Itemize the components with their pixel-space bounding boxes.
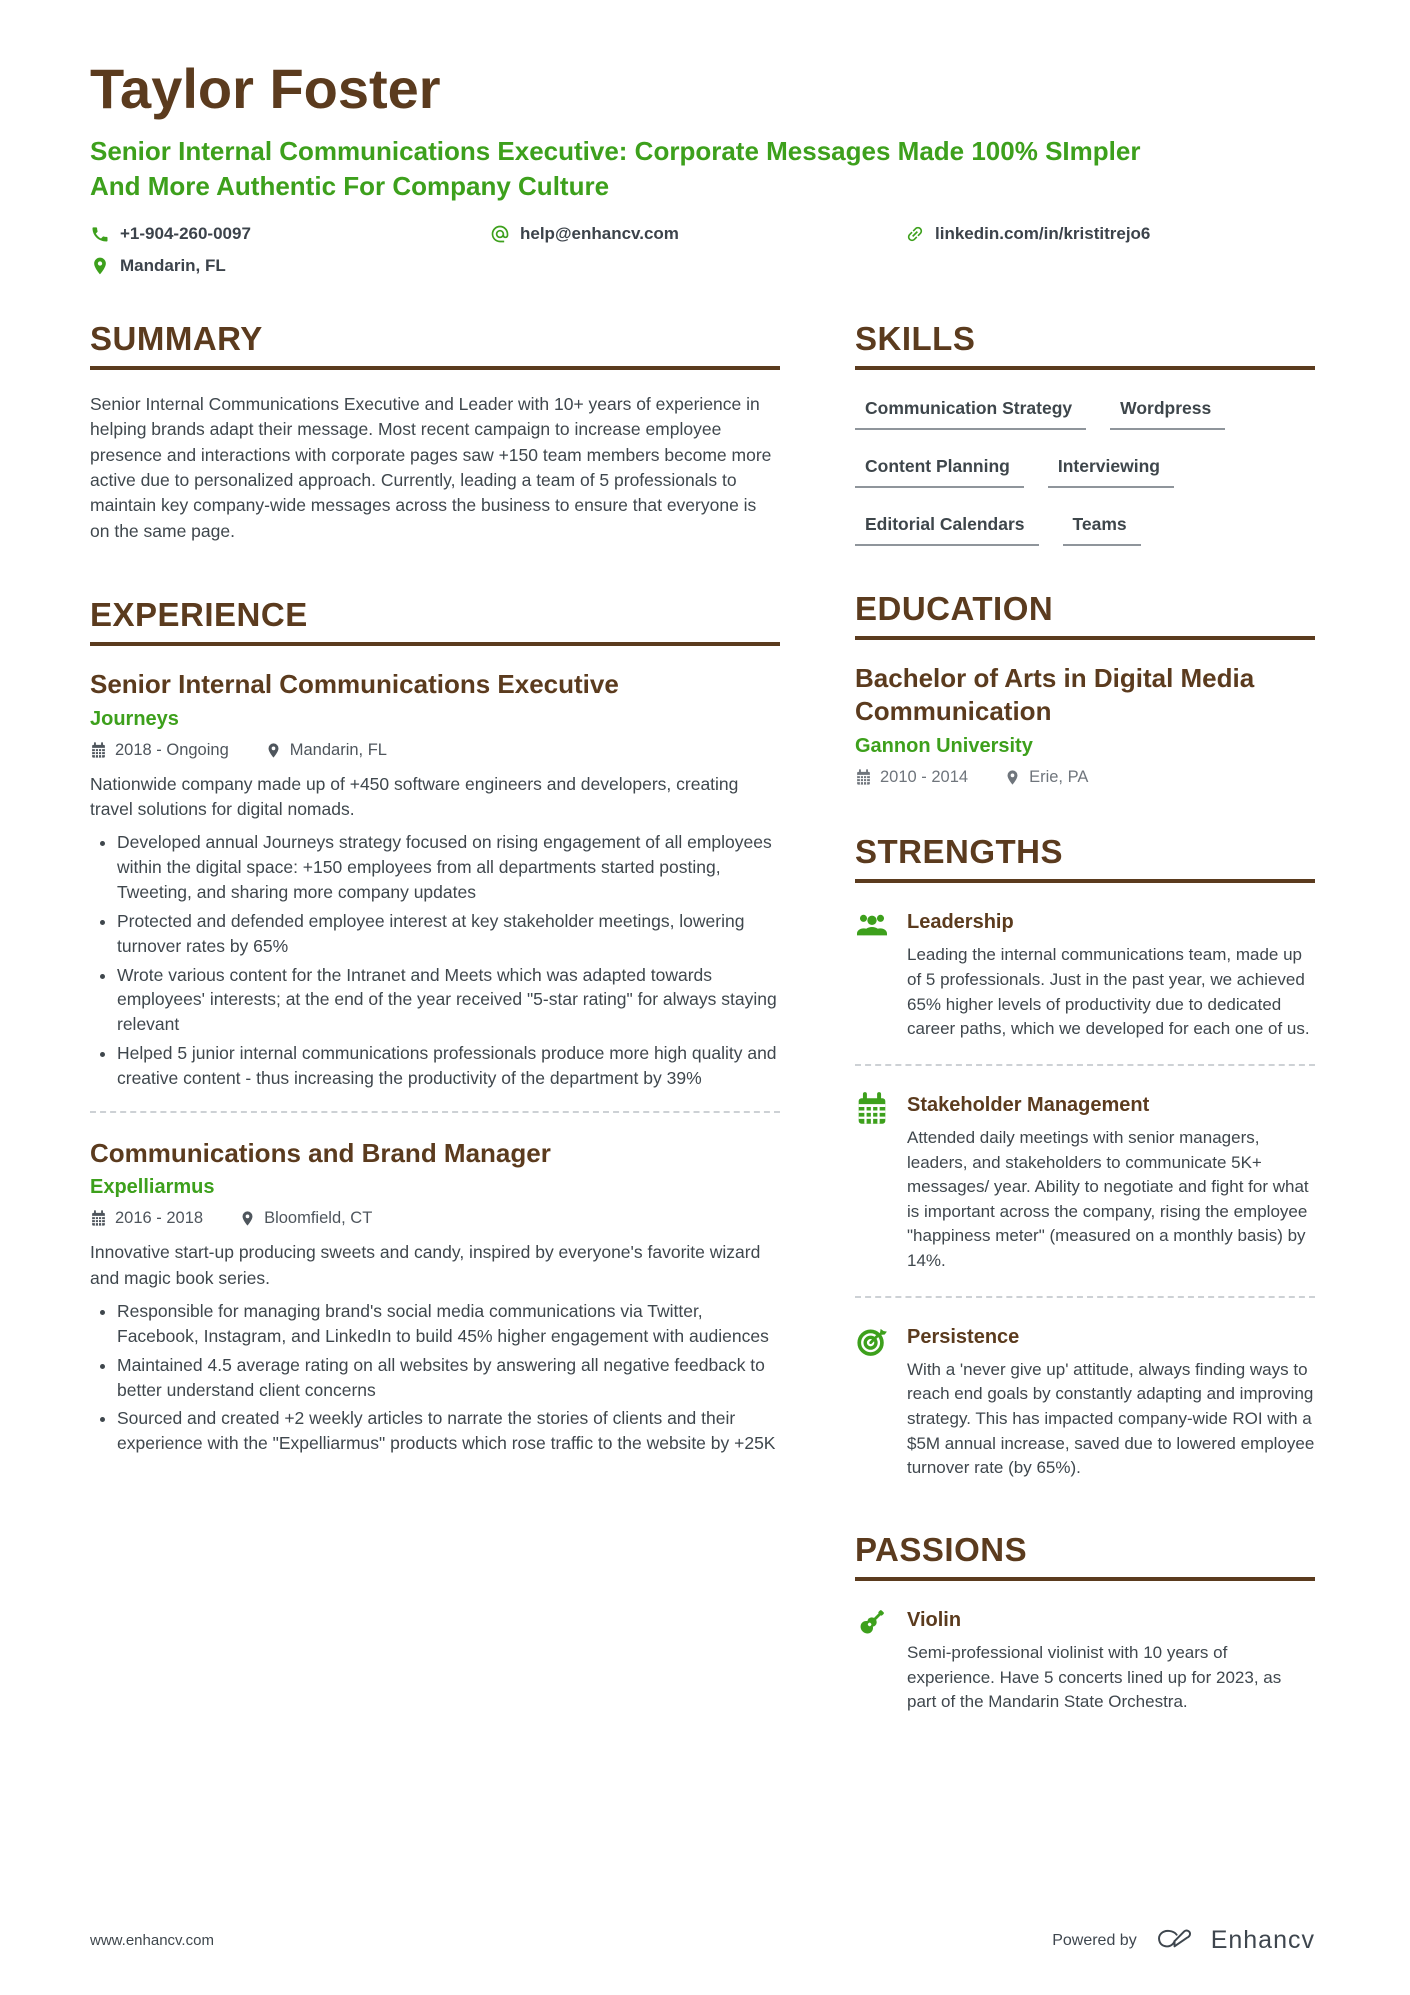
job-dates xyxy=(90,741,229,760)
summary-heading: SUMMARY xyxy=(90,320,780,370)
skill-item: Content Planning xyxy=(855,456,1024,488)
job-location-text: Mandarin, FL xyxy=(289,740,387,759)
job-bullet: • Wrote various content for the Intranet and Meets which was adapted towards employees' interests; at the end of the year received "5-star rating" for always staying relevant xyxy=(117,963,780,1038)
job-bullet: • Developed annual Journeys strategy focused on rising engagement of all employees within the digital space: +150 employees from all departments started posting, Tweeting, and sharing more company updates xyxy=(117,830,780,905)
location-pin-icon xyxy=(265,742,282,759)
education-meta xyxy=(855,768,1315,787)
location-pin-icon xyxy=(90,256,110,276)
calendar-icon xyxy=(90,1210,107,1227)
summary-text: Senior Internal Communications Executive and Leader with 10+ years of experience in helping brands adapt their message. Most recent campaign to increase employee presence and interactions with corporate pages saw +150 team members become more active due to personalized approach. Currently, leading a team of 5 professionals to maintain key company-wide messages across the business to ensure that everyone is on the same page. xyxy=(90,393,772,541)
right-column xyxy=(855,320,1315,1767)
strength-item xyxy=(855,1088,1315,1274)
phone-icon xyxy=(90,224,110,244)
passion-text: Semi-professional violinist with 10 years of experience. Have 5 concerts lined up for 2023, as part of the Mandarin State Orchestra. xyxy=(907,1642,1282,1712)
job-dates xyxy=(90,1209,203,1228)
contact-linkedin xyxy=(905,224,1315,244)
strength-item xyxy=(855,1320,1315,1481)
passions-heading: PASSIONS xyxy=(855,1531,1315,1581)
strength-content xyxy=(907,1092,1315,1274)
passion-title: Violin xyxy=(907,1608,962,1631)
people-group-icon xyxy=(855,909,889,943)
job-bullet: • Sourced and created +2 weekly articles to narrate the stories of clients and their experience with the "Expelliarmus" products which rose traffic to the website by +25K xyxy=(117,1406,780,1456)
email-value[interactable]: help@enhancv.com xyxy=(520,223,679,243)
strength-content xyxy=(907,1324,1315,1481)
experience-entry xyxy=(90,1137,780,1456)
school-name: Gannon University xyxy=(855,735,1033,758)
location-value: Mandarin, FL xyxy=(120,255,226,275)
brand-wordmark: Enhancv xyxy=(1210,1926,1315,1954)
experience-section xyxy=(90,596,780,1456)
education-dates-text: 2010 - 2014 xyxy=(880,768,969,787)
job-bullets xyxy=(90,1299,780,1456)
target-icon xyxy=(855,1324,889,1358)
skill-item: Teams xyxy=(1063,514,1141,546)
strength-text: Attended daily meetings with senior managers, leaders, and stakeholders to communicate 5K+ messages/ year. Ability to negotiate and fight for what is important across the company, rising the employee "happiness meter" (measured on a monthly basis) by 14%. xyxy=(907,1127,1309,1271)
calendar-icon xyxy=(90,742,107,759)
job-location-text: Bloomfield, CT xyxy=(264,1209,373,1228)
violin-icon xyxy=(855,1607,889,1641)
job-title: Communications and Brand Manager xyxy=(90,1137,551,1168)
education-dates xyxy=(855,768,968,787)
at-email-icon xyxy=(490,224,510,244)
skills-section xyxy=(855,320,1315,546)
education-section xyxy=(855,590,1315,788)
passions-section xyxy=(855,1531,1315,1715)
candidate-name: Taylor Foster xyxy=(90,57,441,120)
strength-text: With a 'never give up' attitude, always finding ways to reach end goals by constantly adapting and improving strategy. This has impacted company-wide ROI with a $5M annual increase, saved due to lowered employee turnover rate (by 65%). xyxy=(907,1359,1315,1478)
job-bullet: • Maintained 4.5 average rating on all websites by answering all negative feedback to better understand client concerns xyxy=(117,1353,780,1403)
job-location xyxy=(239,1209,372,1228)
job-bullet: • Responsible for managing brand's social media communications via Twitter, Facebook, Instagram, and LinkedIn to build 45% higher engagement with audiences xyxy=(117,1299,780,1349)
company-name: Journeys xyxy=(90,707,179,730)
job-meta xyxy=(90,1209,780,1228)
job-bullet: • Helped 5 junior internal communications professionals produce more high quality and creative content - thus increasing the productivity of the department by 39% xyxy=(117,1041,780,1091)
job-bullet: • Protected and defended employee interest at key stakeholder meetings, lowering turnover rates by 65% xyxy=(117,909,780,959)
powered-by-label: Powered by xyxy=(1052,1931,1137,1949)
skills-heading: SKILLS xyxy=(855,320,1315,370)
powered-by xyxy=(1052,1926,1315,1955)
strengths-heading: STRENGTHS xyxy=(855,833,1315,883)
job-title: Senior Internal Communications Executive xyxy=(90,669,619,700)
skills-list xyxy=(855,392,1315,546)
skill-item: Communication Strategy xyxy=(855,398,1086,430)
strength-content xyxy=(907,909,1315,1042)
phone-value[interactable]: +1-904-260-0097 xyxy=(120,223,251,243)
content-columns xyxy=(90,320,1315,1767)
passion-item xyxy=(855,1603,1315,1715)
summary-section xyxy=(90,320,780,544)
degree-title: Bachelor of Arts in Digital Media Communication xyxy=(855,662,1255,727)
link-icon xyxy=(905,224,925,244)
job-divider xyxy=(90,1111,780,1113)
contact-location xyxy=(90,256,490,276)
left-column xyxy=(90,320,780,1767)
contact-row xyxy=(90,224,1315,276)
education-heading: EDUCATION xyxy=(855,590,1315,640)
contact-email xyxy=(490,224,905,244)
location-pin-icon xyxy=(239,1210,256,1227)
strength-title: Leadership xyxy=(907,911,1014,934)
footer-site-link[interactable]: www.enhancv.com xyxy=(90,1932,214,1949)
contact-phone xyxy=(90,224,490,244)
skill-item: Wordpress xyxy=(1110,398,1225,430)
job-bullets xyxy=(90,830,780,1090)
skill-item: Interviewing xyxy=(1048,456,1174,488)
enhancv-logo xyxy=(1151,1926,1197,1955)
strength-text: Leading the internal communications team, made up of 5 professionals. Just in the past year, we achieved 65% higher levels of productivity due to dedicated career paths, which we developed for each one of us. xyxy=(907,945,1310,1039)
page-footer xyxy=(90,1926,1315,1955)
job-meta xyxy=(90,741,780,760)
job-location xyxy=(265,741,387,760)
strength-title: Persistence xyxy=(907,1325,1020,1348)
linkedin-value[interactable]: linkedin.com/in/kristitrejo6 xyxy=(935,223,1151,243)
passion-content xyxy=(907,1607,1315,1715)
calendar-icon xyxy=(855,1092,889,1126)
experience-heading: EXPERIENCE xyxy=(90,596,780,646)
company-name: Expelliarmus xyxy=(90,1176,215,1199)
strength-divider xyxy=(855,1296,1315,1298)
location-pin-icon xyxy=(1004,769,1021,786)
strength-item xyxy=(855,905,1315,1042)
job-dates-text: 2016 - 2018 xyxy=(115,1209,204,1228)
experience-entry xyxy=(90,668,780,1091)
skill-item: Editorial Calendars xyxy=(855,514,1039,546)
job-description: Nationwide company made up of +450 software engineers and developers, creating travel solutions for digital nomads. xyxy=(90,773,739,819)
strength-divider xyxy=(855,1064,1315,1066)
resume-header xyxy=(90,58,1315,276)
job-dates-text: 2018 - Ongoing xyxy=(115,740,229,759)
candidate-headline: Senior Internal Communications Executive: Corporate Messages Made 100% SImpler And More Authentic For Company Culture xyxy=(90,135,1141,201)
education-location-text: Erie, PA xyxy=(1029,768,1089,787)
strength-title: Stakeholder Management xyxy=(907,1093,1150,1116)
strengths-section xyxy=(855,833,1315,1481)
calendar-icon xyxy=(855,769,872,786)
job-description: Innovative start-up producing sweets and candy, inspired by everyone's favorite wizard and magic book series. xyxy=(90,1242,761,1288)
education-location xyxy=(1004,768,1088,787)
